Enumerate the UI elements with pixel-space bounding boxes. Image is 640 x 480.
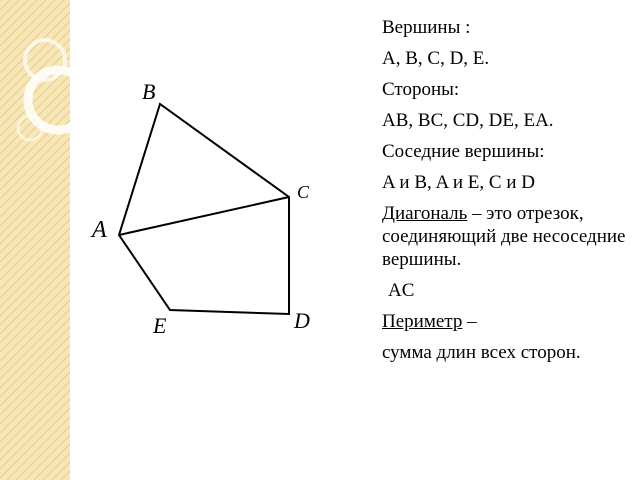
sides-list: AB, BC, CD, DE, EA. xyxy=(382,110,554,131)
perimeter-term: Периметр xyxy=(382,311,463,332)
vertices-heading: Вершины : xyxy=(382,17,471,38)
diagonal-term: Диагональ xyxy=(382,203,468,224)
diagonal-definition: – это отрезок, соединяющий две несоседние вершины. xyxy=(382,203,626,270)
vertex-label-d: D xyxy=(294,308,310,333)
diagonal-example: AC xyxy=(388,280,415,301)
perimeter-heading xyxy=(382,310,632,333)
diagonal-ac xyxy=(119,197,289,235)
vertex-label-e: E xyxy=(153,313,167,338)
definitions-panel xyxy=(382,16,632,372)
sides-heading: Стороны: xyxy=(382,79,460,100)
adjacent-heading: Соседние вершины: xyxy=(382,141,545,162)
vertices-list: A, B, C, D, E. xyxy=(382,48,490,69)
vertex-label-c: C xyxy=(297,182,310,202)
diagonal-definition-block xyxy=(382,202,632,271)
perimeter-dash: – xyxy=(462,311,477,332)
perimeter-definition: сумма длин всех сторон. xyxy=(382,342,581,363)
adjacent-list: A и B, A и E, C и D xyxy=(382,172,535,193)
vertex-label-b: B xyxy=(142,79,156,104)
vertex-label-a: A xyxy=(92,217,107,243)
pentagon-outline xyxy=(119,104,289,314)
